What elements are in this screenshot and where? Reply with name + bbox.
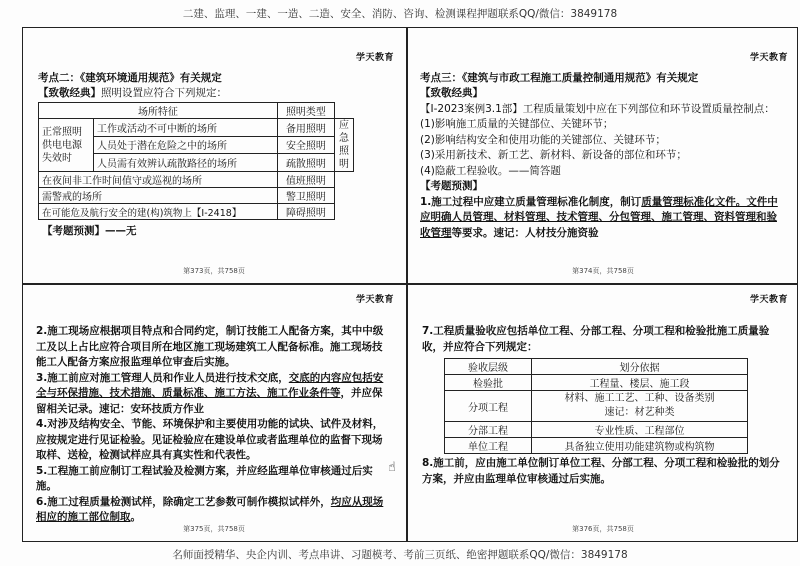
page-number: 第376页，共758页 xyxy=(572,525,634,533)
paragraph: 2.施工现场应根据项目特点和合同约定，制订技能工人配备方案，其中中级工及以上占比应符合项目所在地区施工现场建筑工人配备标准。施工现场技能工人配备方案应报监理单位审查后实施。 xyxy=(36,325,384,368)
list-item: (1)影响施工质量的关键部位、关键环节； xyxy=(420,118,614,130)
page-376 xyxy=(414,290,792,536)
page-number: 第375页，共758页 xyxy=(183,525,245,533)
table-header-level: 验收层级 xyxy=(445,359,532,375)
list-item: (4)隐蔽工程验收。——简答题 xyxy=(420,164,561,177)
page-header-banner: 二建、监理、一建、一造、二造、安全、消防、咨询、检测课程押题联系QQ/微信：3849178 xyxy=(182,8,618,20)
page-footer-banner: 名师面授精华、央企内训、考点串讲、习题模考、考前三页纸、绝密押题联系QQ/微信：3849178 xyxy=(172,549,628,561)
paragraph: 4.对涉及结构安全、节能、环境保护和主要使用功能的试块、试件及材料，应按规定进行见证检验。见证检验应在建设单位或者监理单位的监督下现场取样、送检，检测试样应具有真实性和代表性。 xyxy=(36,418,384,461)
table-row: 分部工程 专业性质、工程部位 xyxy=(445,422,748,438)
case-text: 【Ⅰ-2023案例3.1部】工程质量策划中应在下列部位和环节设置质量控制点： xyxy=(420,102,775,115)
table-header-basis: 划分依据 xyxy=(532,359,748,375)
table-row: 检验批 工程量、楼层、施工段 xyxy=(445,375,748,391)
tag-forecast: 【考题预测】 xyxy=(420,180,483,192)
section-title: 考点二：《建筑环境通用规范》有关规定 xyxy=(38,72,222,84)
vertical-divider xyxy=(406,27,408,542)
table-row: 在可能危及航行安全的建(构)筑物上【Ⅰ-2418】 障碍照明 xyxy=(39,204,354,220)
table-row: 分项工程 材料、施工工艺、工种、设备类别 速记：材艺种类 xyxy=(445,391,748,422)
brand-logo: 学天教育 xyxy=(355,53,394,63)
underlined-key: 均应从现场相应的施工部位制取 xyxy=(36,495,384,523)
brand-logo: 学天教育 xyxy=(355,295,394,305)
list-item: (3)采用新技术、新工艺、新材料、新设备的部位和环节； xyxy=(420,149,687,161)
page-number: 第374页，共758页 xyxy=(572,267,634,275)
list-item: (2)影响结构安全和使用功能的关键部位、关键环节； xyxy=(420,133,666,146)
page-374: 学天教育 考点三：《建筑与市政工程施工质量控制通用规范》有关规定 【致敬经典】 【Ⅰ-2023案例3.1部】工程质量策划中应在下列部位和环节设置质量控制点： (1)影响施工质量的关键部位、关键环节； (2)影响结构安全和使用功能的关键部位、关键环节； (3)采用新技术、新工艺、新材料、新设备的部位和环节； (4)隐蔽工程验收。——简答题 【考题预测】 1.施工过程中应建立质量管理标准化制度，制订质量管理标准化文件。文件中应明确人员管理、材料管理、技术管理、分包管理、施工管理、资料管理和验收管理等要求。速记：人材技分施资验 第374页，共758页 xyxy=(414,36,792,280)
table-row: 人员处于潜在危险之中的场所 安全照明 xyxy=(39,136,354,154)
forecast-note: 【考题预测】——无 xyxy=(42,225,137,237)
group-label: 正常照明供电电源失效时 xyxy=(39,119,94,172)
page-373 xyxy=(30,36,398,280)
page-number: 第373页，共758页 xyxy=(183,267,245,275)
emergency-label: 应急照明 xyxy=(335,119,354,172)
section-title: 考点三：《建筑与市政工程施工质量控制通用规范》有关规定 xyxy=(420,72,699,84)
table-row: 单位工程 具备独立使用功能建筑物或构筑物 xyxy=(445,438,748,454)
brand-logo: 学天教育 xyxy=(749,53,788,63)
page-375: 学天教育 2.施工现场应根据项目特点和合同约定，制订技能工人配备方案，其中中级工及以上占比应符合项目所在地区施工现场建筑工人配备标准。施工现场技能工人配备方案应报监理单位审查后实施。 3.施工前应对施工管理人员和作业人员进行技术交底，交底的内容应包括安全与环保措施、技术措施、质量标准、施工方法、施工作业条件等，并应保留相关记录。速记：安环技质方作业 4.对涉及结构安全、节能、环境保护和主要使用功能的试块、试件及材料，应按规定进行见证检验。见证检验应在建设单位或者监理单位的监督下现场取样、送检，检测试样应具有真实性和代表性。 5.工程施工前应制订工程试验及检测方案，并应经监理单位审核通过后实施。 6.施工过程质量检测试样，除确定工艺参数可制作模拟试样外，均应从现场相应的施工部位制取。 ☝ 第375页，共758页 xyxy=(30,290,398,536)
tag-classic: 【致敬经典】 xyxy=(38,87,101,99)
table-row: 需警戒的场所 警卫照明 xyxy=(39,188,354,204)
table-row: 在夜间非工作时间值守或巡视的场所 值班照明 xyxy=(39,172,354,188)
table-header-feature: 场所特征 xyxy=(39,103,278,119)
table-row: 正常照明供电电源失效时 工作或活动不可中断的场所 备用照明 应急照明 xyxy=(39,119,354,137)
acceptance-table xyxy=(444,358,748,454)
table-header-type: 照明类型 xyxy=(277,103,334,119)
underlined-key: 质量管理标准化文件。文件中应明确人员管理、材料管理、技术管理、分包管理、施工管理、资料管理和验收管理 xyxy=(420,195,778,239)
paragraph: 5.工程施工前应制订工程试验及检测方案，并应经监理单位审核通过后实施。 xyxy=(36,464,373,492)
horizontal-divider xyxy=(22,283,798,285)
lighting-table xyxy=(38,102,354,220)
table-row: 人员需有效辨认疏散路径的场所 疏散照明 xyxy=(39,154,354,172)
paragraph: 8.施工前，应由施工单位制订单位工程、分部工程、分项工程和检验批的划分方案，并应由监理单位审核通过后实施。 xyxy=(422,457,780,485)
brand-logo: 学天教育 xyxy=(749,295,788,305)
tag-classic: 【致敬经典】 xyxy=(420,87,483,99)
intro-text: 照明设置应符合下列规定： xyxy=(101,87,227,99)
paragraph: 7.工程质量验收应包括单位工程、分部工程、分项工程和检验批施工质量验收，并应符合下列规定： xyxy=(422,325,770,353)
underlined-key: 交底的内容应包括安全与环保措施、技术措施、质量标准、施工方法、施工作业条件等 xyxy=(36,371,384,399)
hand-pointer-icon: ☝ xyxy=(388,460,396,475)
